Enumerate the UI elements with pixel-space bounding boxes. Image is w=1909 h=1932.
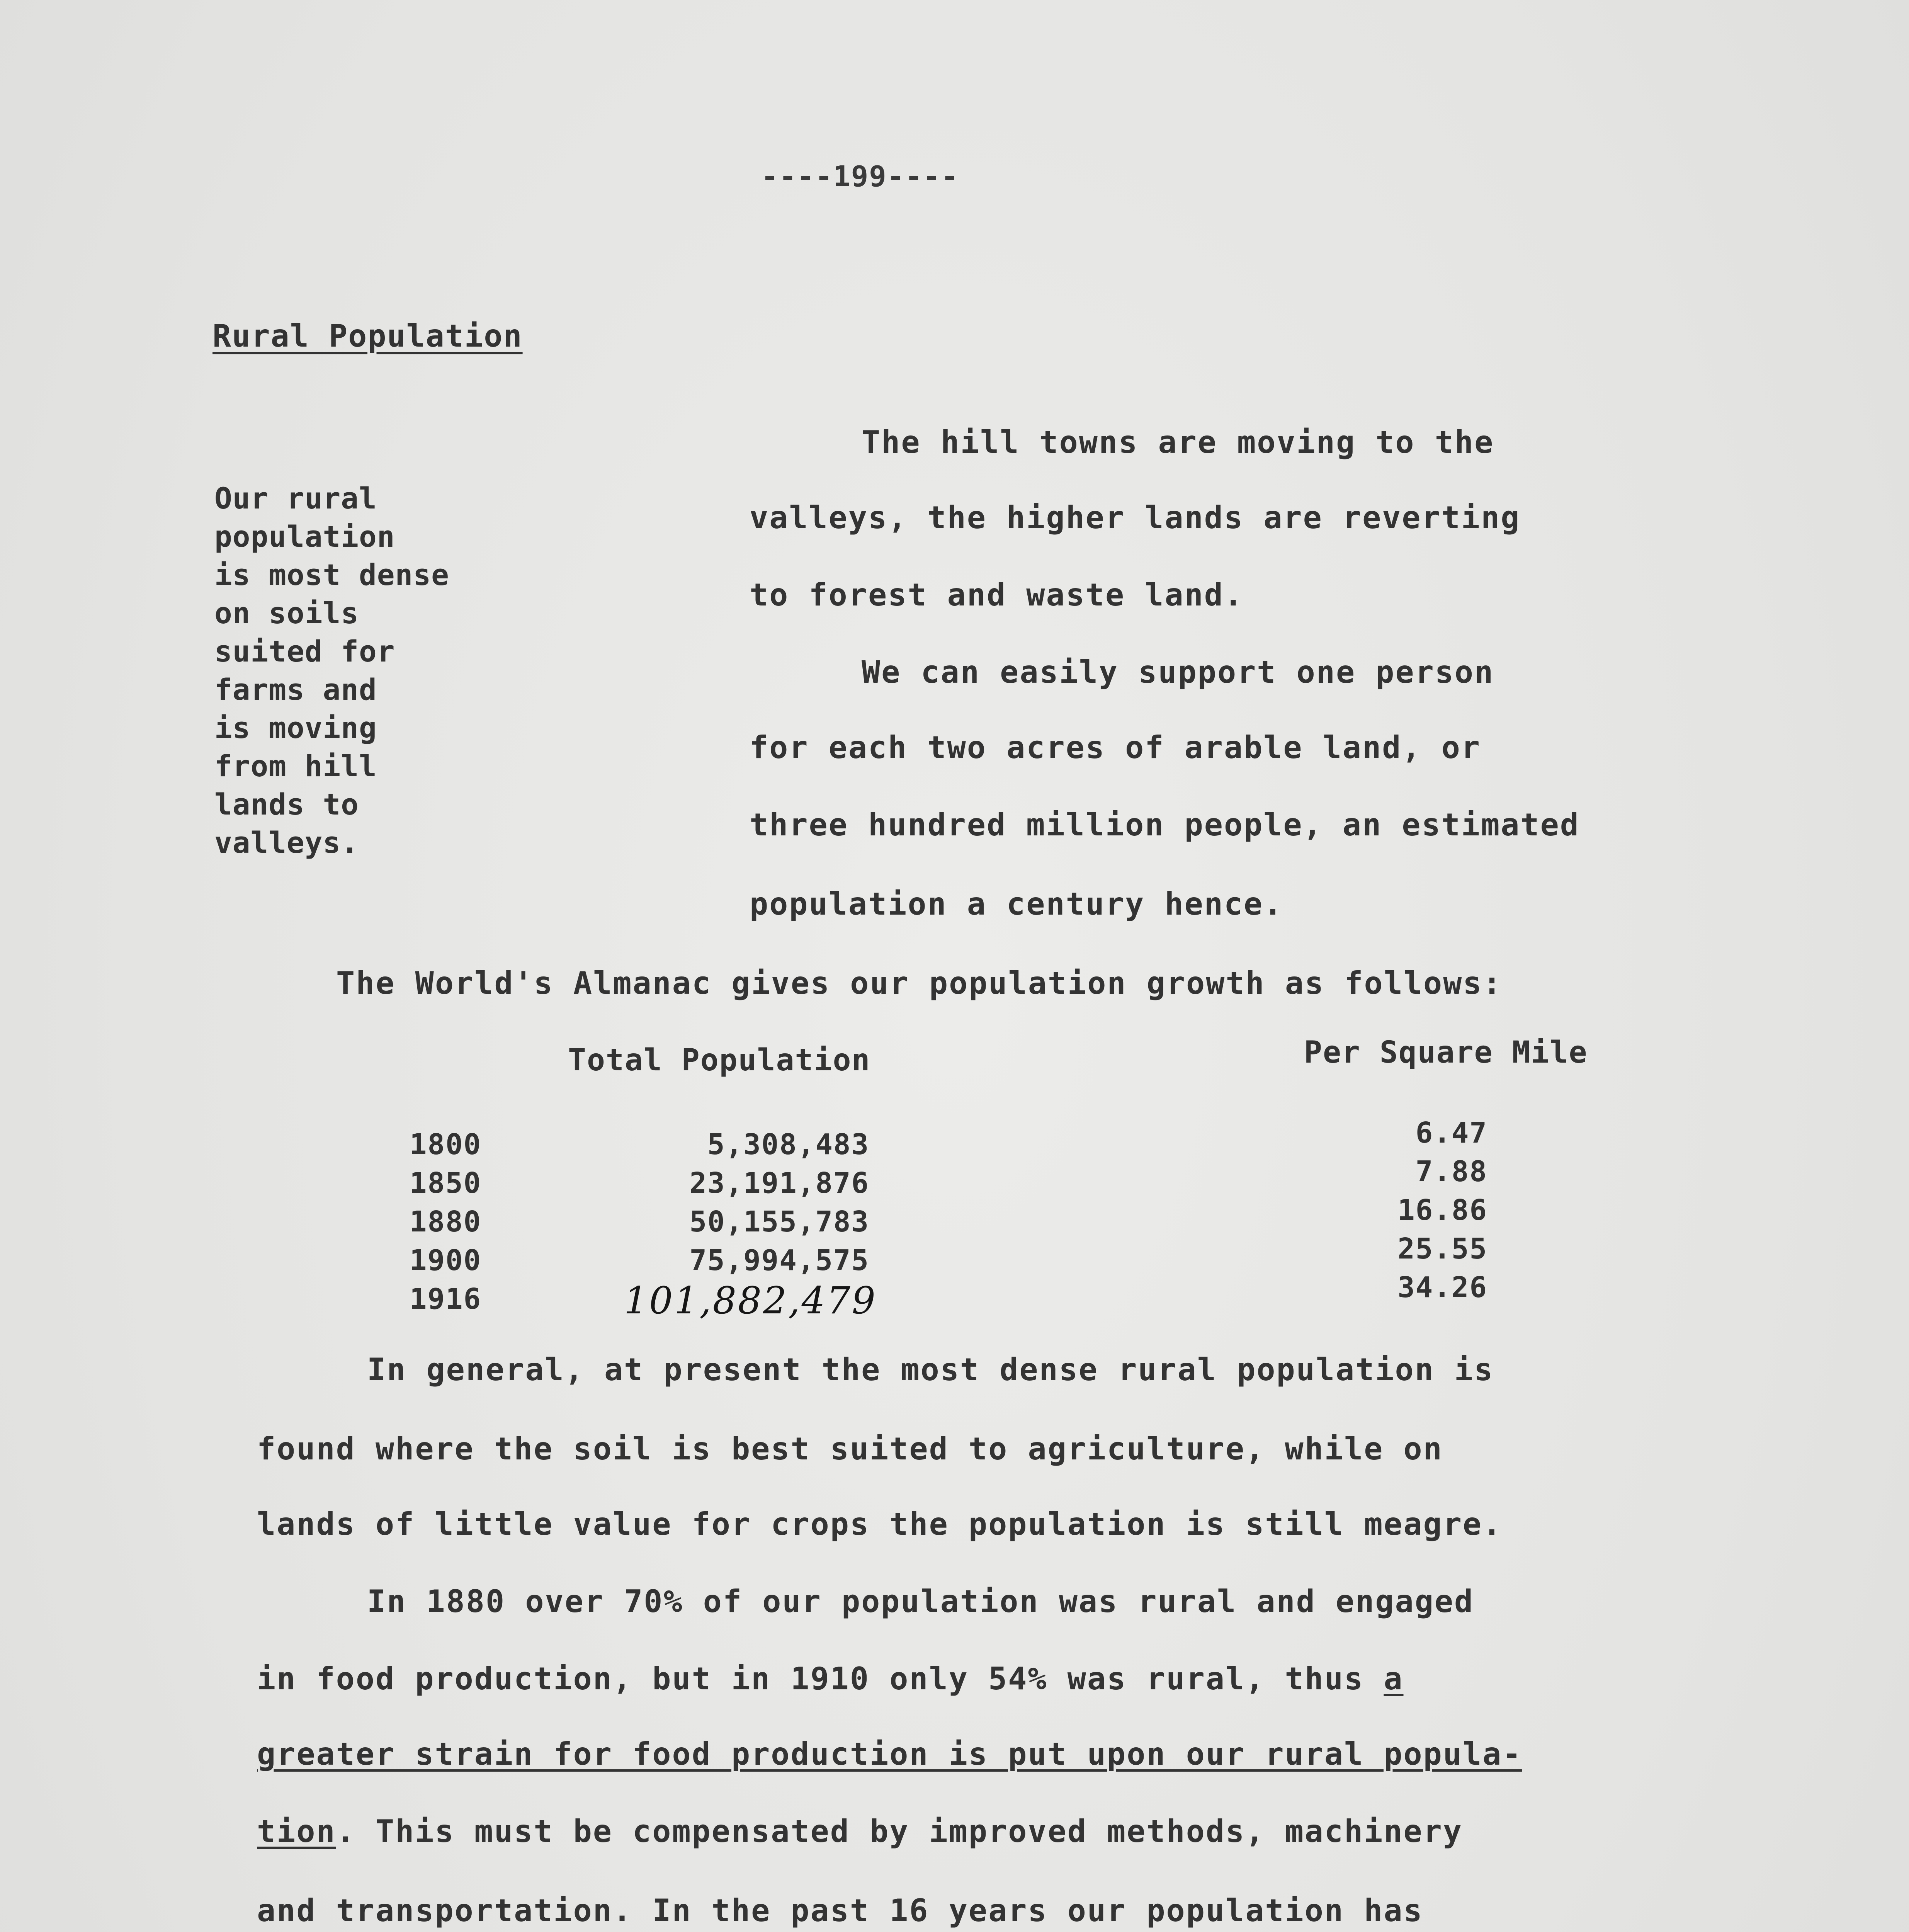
underlined-text: tion: [257, 1813, 336, 1849]
table-total-population: 50,155,783: [689, 1205, 869, 1238]
underlined-text: a: [1384, 1661, 1404, 1697]
table-year: 1916: [410, 1282, 482, 1316]
paragraph-line: In 1880 over 70% of our population was rural and engaged: [367, 1583, 1474, 1619]
table-year: 1900: [410, 1244, 482, 1277]
paragraph-line: found where the soil is best suited to agriculture, while on: [257, 1431, 1443, 1467]
table-total-population: 75,994,575: [689, 1244, 869, 1277]
page-number: ----199----: [761, 160, 959, 193]
margin-note-line: is moving: [214, 711, 377, 745]
paragraph-line: In general, at present the most dense rural population is: [367, 1352, 1494, 1388]
margin-note: [214, 479, 449, 862]
margin-note-line: valleys.: [214, 825, 359, 860]
intro-line: population a century hence.: [750, 886, 1283, 922]
intro-line: The hill towns are moving to the: [862, 424, 1494, 460]
almanac-line: The World's Almanac gives our population growth as follows:: [336, 965, 1503, 1001]
margin-note-line: is most dense: [214, 558, 449, 592]
underlined-line: greater strain for food production is put upon our rural popula-: [257, 1736, 1522, 1772]
intro-line: valleys, the higher lands are reverting: [750, 500, 1521, 536]
margin-note-line: on soils: [214, 596, 359, 630]
table-year: 1880: [410, 1205, 482, 1238]
margin-note-line: from hill: [214, 749, 377, 783]
paragraph-line: [257, 1813, 1463, 1849]
column-header-total: Total Population: [568, 1043, 871, 1078]
margin-note-line: lands to: [214, 787, 359, 821]
intro-line: We can easily support one person: [862, 654, 1494, 690]
handwritten-total-population: 101,882,479: [624, 1279, 877, 1322]
paragraph-text: . This must be compensated by improved methods, machinery: [336, 1813, 1463, 1849]
table-total-population: 5,308,483: [707, 1128, 869, 1161]
table-year: 1850: [410, 1167, 482, 1200]
section-heading: Rural Population: [212, 318, 523, 354]
paragraph-line: lands of little value for crops the population is still meagre.: [257, 1506, 1503, 1542]
paragraph-line: [257, 1661, 1404, 1697]
table-per-square-mile: 6.47: [1415, 1116, 1487, 1150]
table-per-square-mile: 7.88: [1415, 1155, 1487, 1188]
intro-line: three hundred million people, an estimated: [750, 807, 1580, 843]
table-per-square-mile: 25.55: [1397, 1232, 1487, 1265]
margin-note-line: suited for: [214, 634, 395, 668]
table-year: 1800: [410, 1128, 482, 1161]
paragraph-text: in food production, but in 1910 only 54% was rural, thus: [257, 1661, 1384, 1697]
column-header-per-square-mile: Per Square Mile: [1304, 1035, 1588, 1070]
table-per-square-mile: 34.26: [1397, 1271, 1487, 1304]
intro-line: for each two acres of arable land, or: [750, 730, 1481, 765]
margin-note-line: farms and: [214, 672, 377, 707]
table-total-population: 23,191,876: [689, 1167, 869, 1200]
margin-note-line: population: [214, 519, 395, 554]
margin-note-line: Our rural: [214, 481, 377, 515]
table-per-square-mile: 16.86: [1397, 1194, 1487, 1227]
intro-line: to forest and waste land.: [750, 577, 1244, 613]
paragraph-line: and transportation. In the past 16 years our population has: [257, 1893, 1423, 1929]
